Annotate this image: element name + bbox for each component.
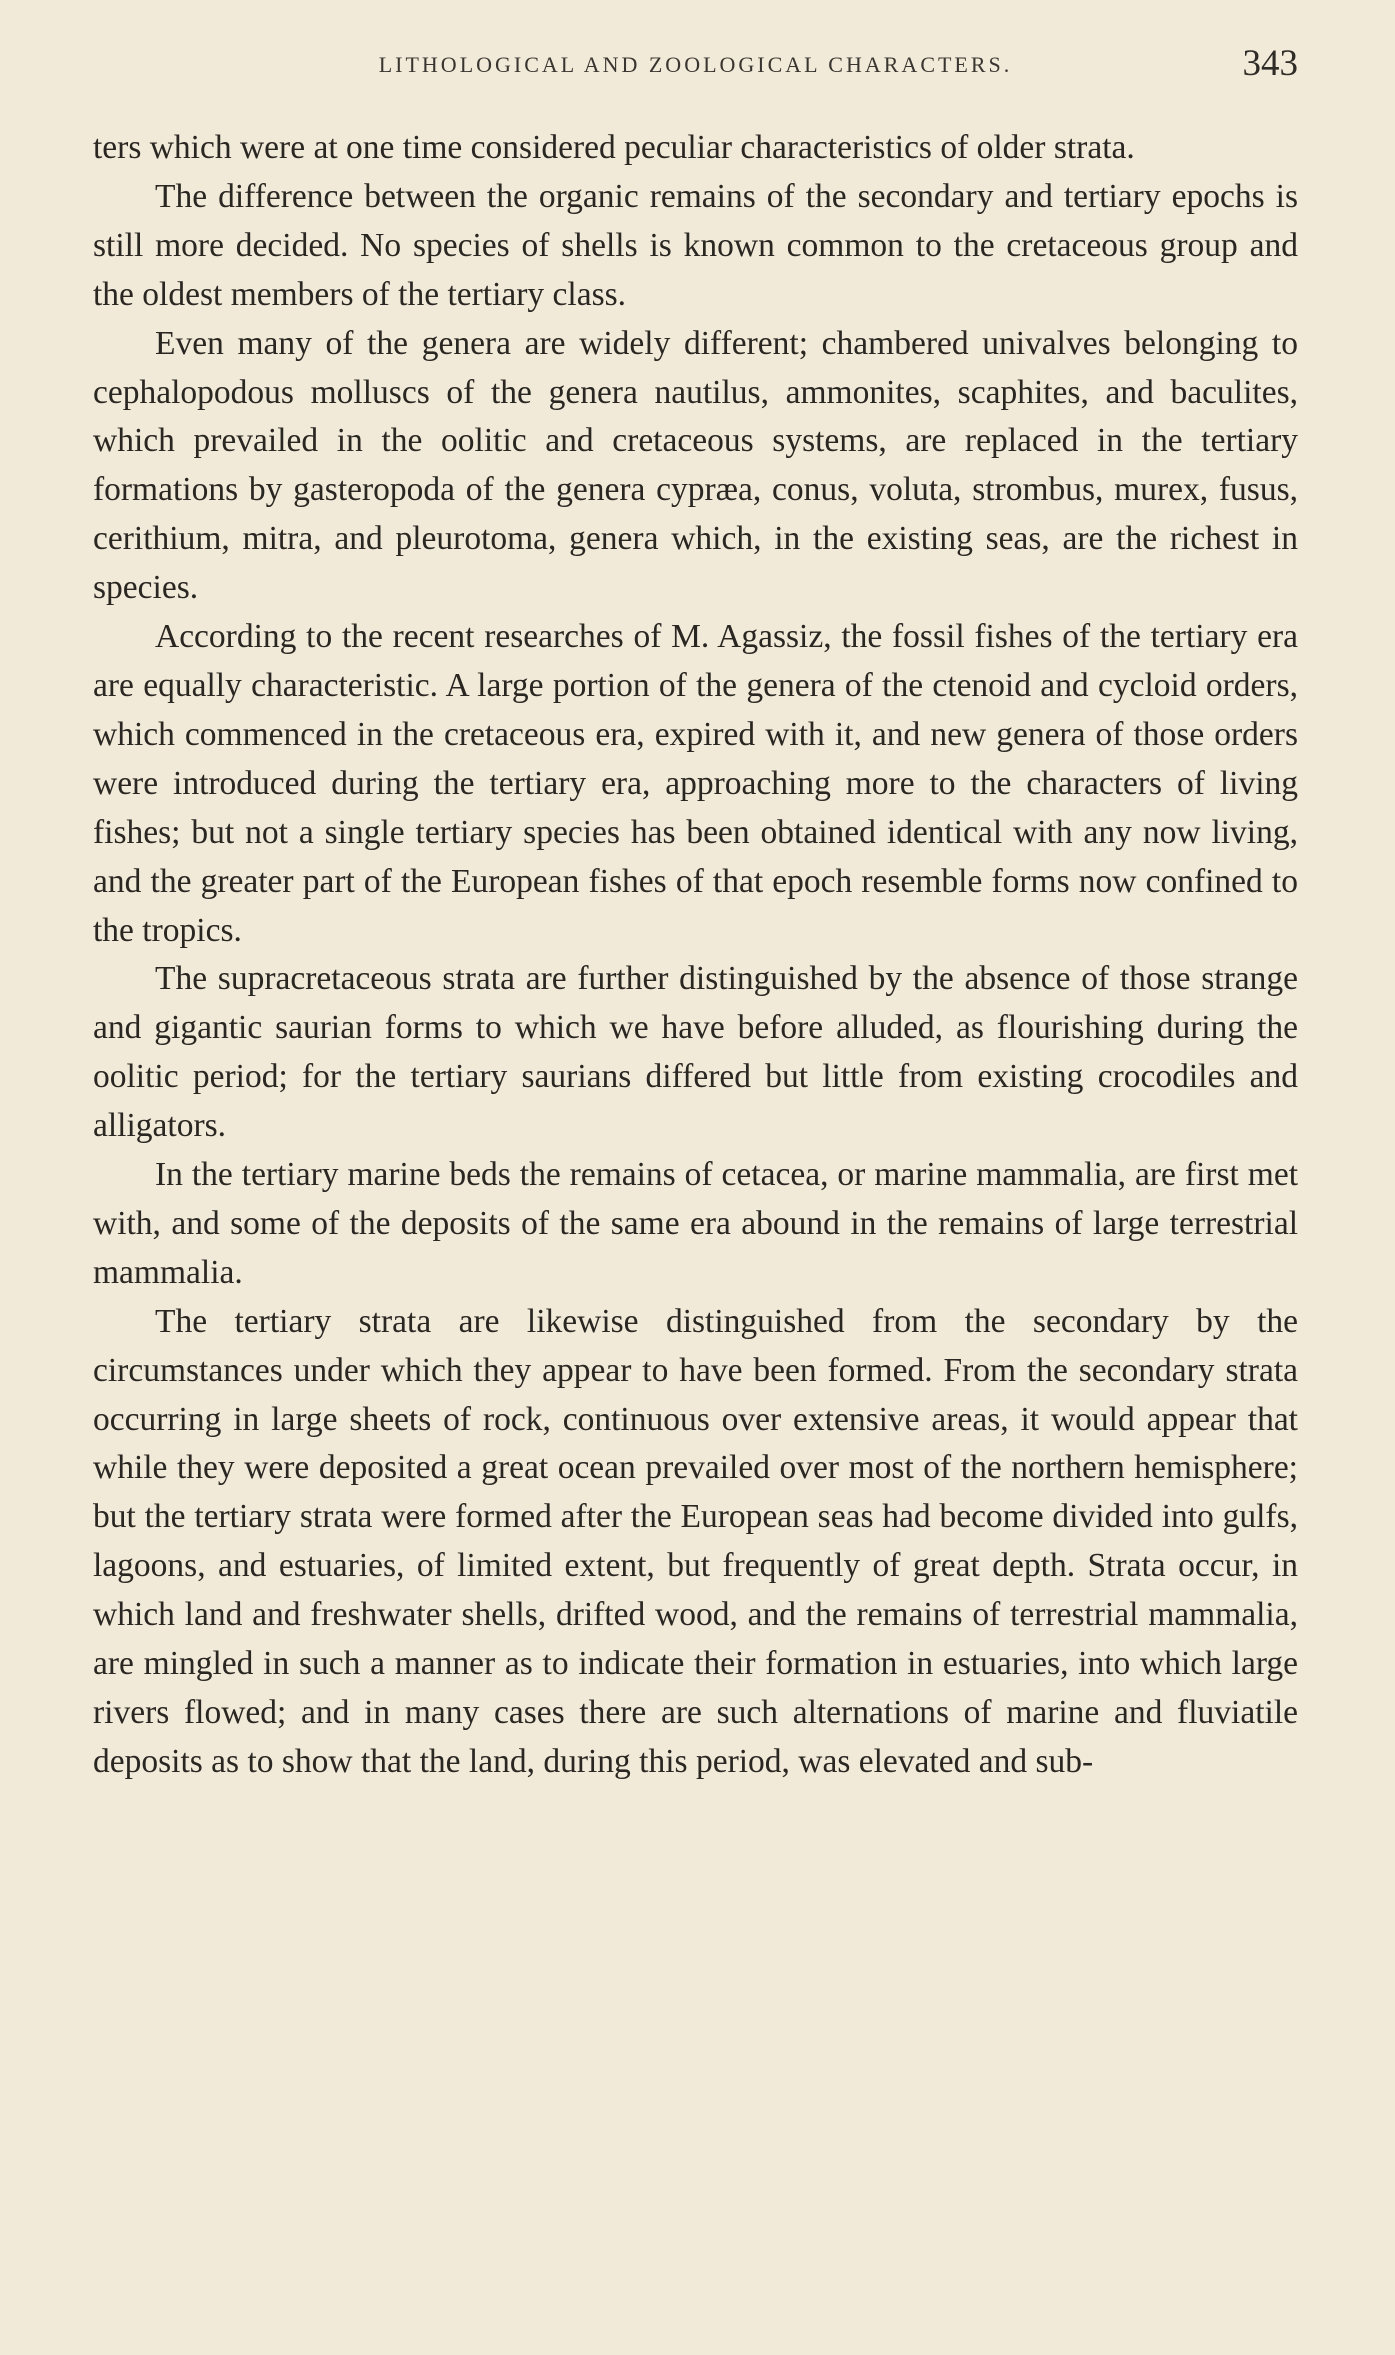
paragraph-continuation: ters which were at one time considered peculiar characteristics of older strata. xyxy=(93,129,1135,166)
running-head xyxy=(93,42,1298,82)
running-title: LITHOLOGICAL AND ZOOLOGICAL CHARACTERS. xyxy=(378,52,1013,77)
paragraph-organic-remains: The difference between the organic remains of the secondary and tertiary epochs is still more decided. No species of shells is known common to the cretaceous group and the oldest members of the tertiary class. xyxy=(93,177,1298,313)
body-text xyxy=(93,124,1298,1787)
page-number: 343 xyxy=(1242,43,1298,84)
paragraph-formation: The tertiary strata are likewise distinguished from the secondary by the circumstances under which they appear to have been formed. From the secondary strata occurring in large sheets of rock, continuous over extensive areas, it would appear that while they were deposited a great ocean prevailed over most of the northern hemisphere; but the tertiary strata were formed after the European seas had become divided into gulfs, lagoons, and estuaries, of limited extent, but frequently of great depth. Strata occur, in which land and freshwater shells, drifted wood, and the remains of terrestrial mammalia, are mingled in such a manner as to indicate their formation in estuaries, into which large rivers flowed; and in many cases there are such alternations of marine and fluviatile deposits as to show that the land, during this period, was elevated and sub- xyxy=(93,1302,1298,1780)
paragraph-fossil-fishes: According to the recent researches of M. Agassiz, the fossil fishes of the tertiary era are equally characteristic. A large portion of the genera of the ctenoid and cycloid orders, which commenced in the cretaceous era, expired with it, and new genera of those orders were introduced during the tertiary era, approaching more to the characters of living fishes; but not a single tertiary species has been obtained identical with any now living, and the greater part of the European fishes of that epoch resemble forms now confined to the tropics. xyxy=(93,618,1298,949)
paragraph-saurians: The supracretaceous strata are further distinguished by the absence of those strange and gigantic saurian forms to which we have before alluded, as flourishing during the oolitic period; for the tertiary saurians differed but little from existing crocodiles and alligators. xyxy=(93,960,1298,1145)
paragraph-cetacea: In the tertiary marine beds the remains of cetacea, or marine mammalia, are first met with, and some of the deposits of the same era abound in the remains of large terrestrial mammalia. xyxy=(93,1156,1298,1291)
paragraph-genera: Even many of the genera are widely different; chambered univalves belonging to cephalopodous molluscs of the genera nautilus, ammonites, scaphites, and baculites, which prevailed in the oolitic and cretaceous systems, are replaced in the tertiary formations by gasteropoda of the genera cypræa, conus, voluta, strombus, murex, fusus, cerithium, mitra, and pleurotoma, genera which, in the existing seas, are the richest in species. xyxy=(93,324,1298,607)
